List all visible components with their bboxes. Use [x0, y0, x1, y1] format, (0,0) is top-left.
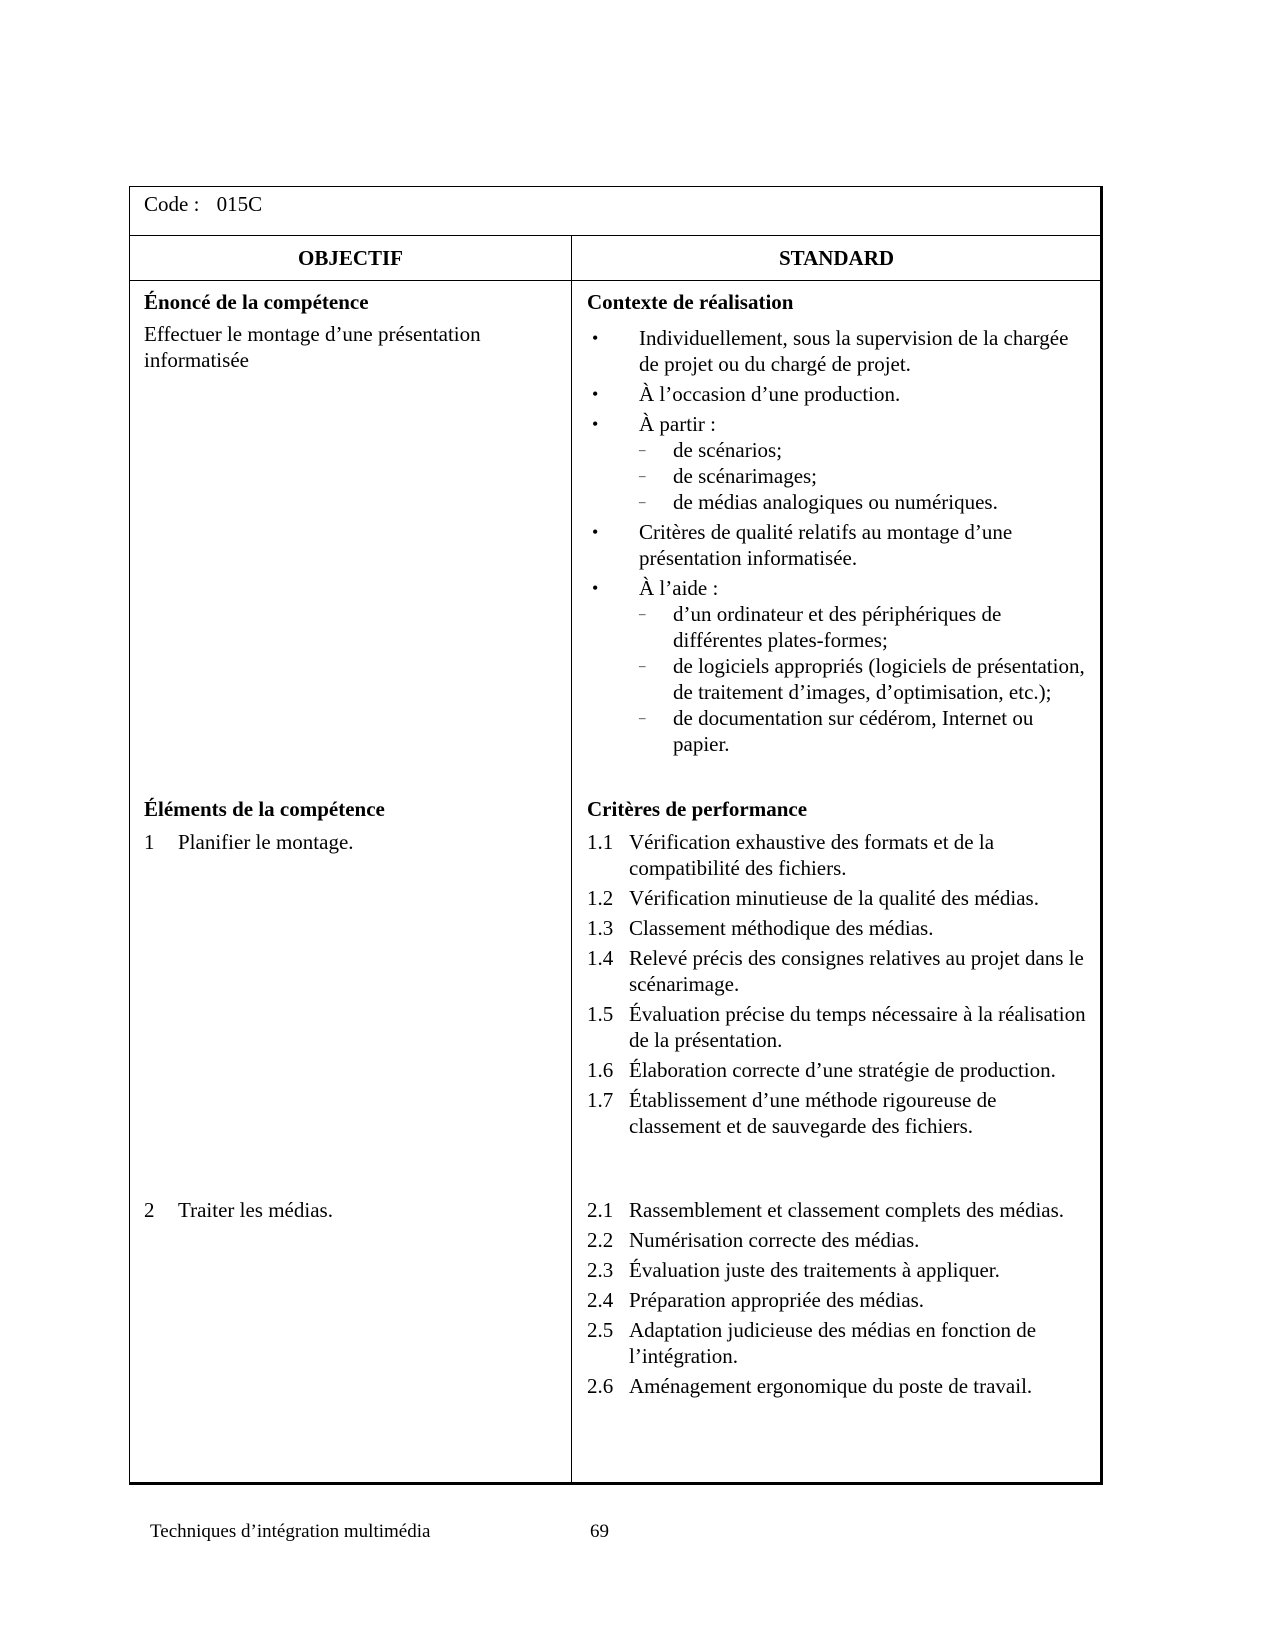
element-number: 2 [144, 1198, 155, 1222]
bullet-icon: • [592, 414, 599, 434]
critere-number: 1.6 [587, 1058, 614, 1082]
bullet-icon: • [592, 522, 599, 542]
critere-number: 2.2 [587, 1228, 614, 1252]
contexte-subitem-text: de scénarios; [673, 438, 783, 462]
contexte-title: Contexte de réalisation [587, 290, 794, 314]
dash-icon: – [639, 710, 646, 725]
critere-item [587, 1001, 1092, 1053]
critere-item [587, 1257, 1092, 1283]
header-standard: STANDARD [778, 246, 895, 270]
contexte-subitem-text: d’un ordinateur et des périphériques de différentes plates-formes; [673, 602, 1002, 652]
contexte-subitem-text: de scénarimages; [673, 464, 818, 488]
contexte-subitem [639, 705, 1090, 757]
critere-text: Préparation appropriée des médias. [629, 1288, 925, 1312]
critere-number: 2.3 [587, 1258, 614, 1282]
critere-item [587, 1287, 1092, 1313]
critere-text: Numérisation correcte des médias. [629, 1228, 920, 1252]
code-label: Code : [144, 192, 200, 216]
critere-text: Évaluation juste des traitements à appliquer. [629, 1258, 1000, 1282]
contexte-item [587, 381, 1090, 407]
critere-item [587, 1057, 1092, 1083]
code-value: 015C [216, 192, 263, 216]
bullet-icon: • [592, 328, 599, 348]
element-item [144, 829, 354, 855]
contexte-text: À partir : [639, 412, 716, 436]
contexte-item [587, 575, 1090, 757]
contexte-sublist [639, 437, 1090, 515]
critere-item [587, 1197, 1092, 1223]
criteres-list-2 [587, 1197, 1092, 1403]
elements-title: Éléments de la compétence [144, 797, 385, 821]
bullet-icon: • [592, 578, 599, 598]
critere-text: Classement méthodique des médias. [629, 916, 934, 940]
element-text: Planifier le montage. [178, 830, 354, 854]
contexte-subitem [639, 489, 1090, 515]
element-text: Traiter les médias. [178, 1198, 333, 1222]
element-item [144, 1197, 333, 1223]
page-number: 69 [590, 1521, 609, 1542]
dash-icon: – [639, 442, 646, 457]
contexte-text: Critères de qualité relatifs au montage d’une présentation informatisée. [639, 520, 1013, 570]
critere-item [587, 915, 1092, 941]
critere-item [587, 885, 1092, 911]
objectif-column [130, 281, 571, 1482]
page-footer [150, 1520, 609, 1544]
critere-number: 1.4 [587, 946, 614, 970]
dash-icon: – [639, 606, 646, 621]
critere-text: Aménagement ergonomique du poste de travail. [629, 1374, 1033, 1398]
code-row [130, 187, 1100, 236]
dash-icon: – [639, 494, 646, 509]
contexte-sublist [639, 601, 1090, 757]
critere-item [587, 1087, 1092, 1139]
critere-number: 1.1 [587, 830, 614, 854]
contexte-subitem-text: de documentation sur cédérom, Internet ou papier. [673, 706, 1034, 756]
contexte-subitem [639, 653, 1090, 705]
enonce-title: Énoncé de la compétence [144, 290, 369, 314]
critere-number: 2.6 [587, 1374, 614, 1398]
contexte-subitem [639, 437, 1090, 463]
enonce-text: Effectuer le montage d’une présentation informatisée [144, 322, 481, 372]
contexte-subitem [639, 463, 1090, 489]
dash-icon: – [639, 658, 646, 673]
critere-number: 1.2 [587, 886, 614, 910]
contexte-item [587, 519, 1090, 571]
critere-number: 2.5 [587, 1318, 614, 1342]
critere-item [587, 1373, 1092, 1399]
column-headers [130, 236, 1100, 281]
contexte-list [587, 325, 1090, 761]
critere-text: Établissement d’une méthode rigoureuse de classement et de sauvegarde des fichiers. [629, 1088, 997, 1138]
contexte-text: Individuellement, sous la supervision de la chargée de projet ou du chargé de projet. [639, 326, 1069, 376]
critere-item [587, 829, 1092, 881]
critere-text: Vérification minutieuse de la qualité des médias. [629, 886, 1039, 910]
critere-text: Rassemblement et classement complets des médias. [629, 1198, 1065, 1222]
critere-item [587, 945, 1092, 997]
critere-number: 1.5 [587, 1002, 614, 1026]
critere-number: 1.3 [587, 916, 614, 940]
critere-number: 2.4 [587, 1288, 614, 1312]
critere-text: Élaboration correcte d’une stratégie de production. [629, 1058, 1056, 1082]
criteres-title: Critères de performance [587, 797, 808, 821]
criteres-list-1 [587, 829, 1092, 1143]
critere-text: Vérification exhaustive des formats et de la compatibilité des fichiers. [629, 830, 995, 880]
contexte-subitem-text: de logiciels appropriés (logiciels de présentation, de traitement d’images, d’optimisation, etc.); [673, 654, 1085, 704]
dash-icon: – [639, 468, 646, 483]
contexte-subitem [639, 601, 1090, 653]
critere-text: Évaluation précise du temps nécessaire à la réalisation de la présentation. [629, 1002, 1086, 1052]
critere-item [587, 1227, 1092, 1253]
contexte-subitem-text: de médias analogiques ou numériques. [673, 490, 998, 514]
critere-item [587, 1317, 1092, 1369]
footer-title: Techniques d’intégration multimédia [150, 1521, 431, 1542]
bullet-icon: • [592, 384, 599, 404]
contexte-text: À l’aide : [639, 576, 719, 600]
critere-text: Relevé précis des consignes relatives au projet dans le scénarimage. [629, 946, 1084, 996]
contexte-text: À l’occasion d’une production. [639, 382, 901, 406]
critere-number: 1.7 [587, 1088, 614, 1112]
critere-text: Adaptation judicieuse des médias en fonction de l’intégration. [629, 1318, 1037, 1368]
element-number: 1 [144, 830, 155, 854]
standard-column [573, 281, 1100, 1482]
header-objectif: OBJECTIF [297, 246, 404, 270]
contexte-item [587, 325, 1090, 377]
column-divider [571, 236, 572, 1482]
contexte-item [587, 411, 1090, 515]
critere-number: 2.1 [587, 1198, 614, 1222]
competency-table [129, 186, 1103, 1485]
